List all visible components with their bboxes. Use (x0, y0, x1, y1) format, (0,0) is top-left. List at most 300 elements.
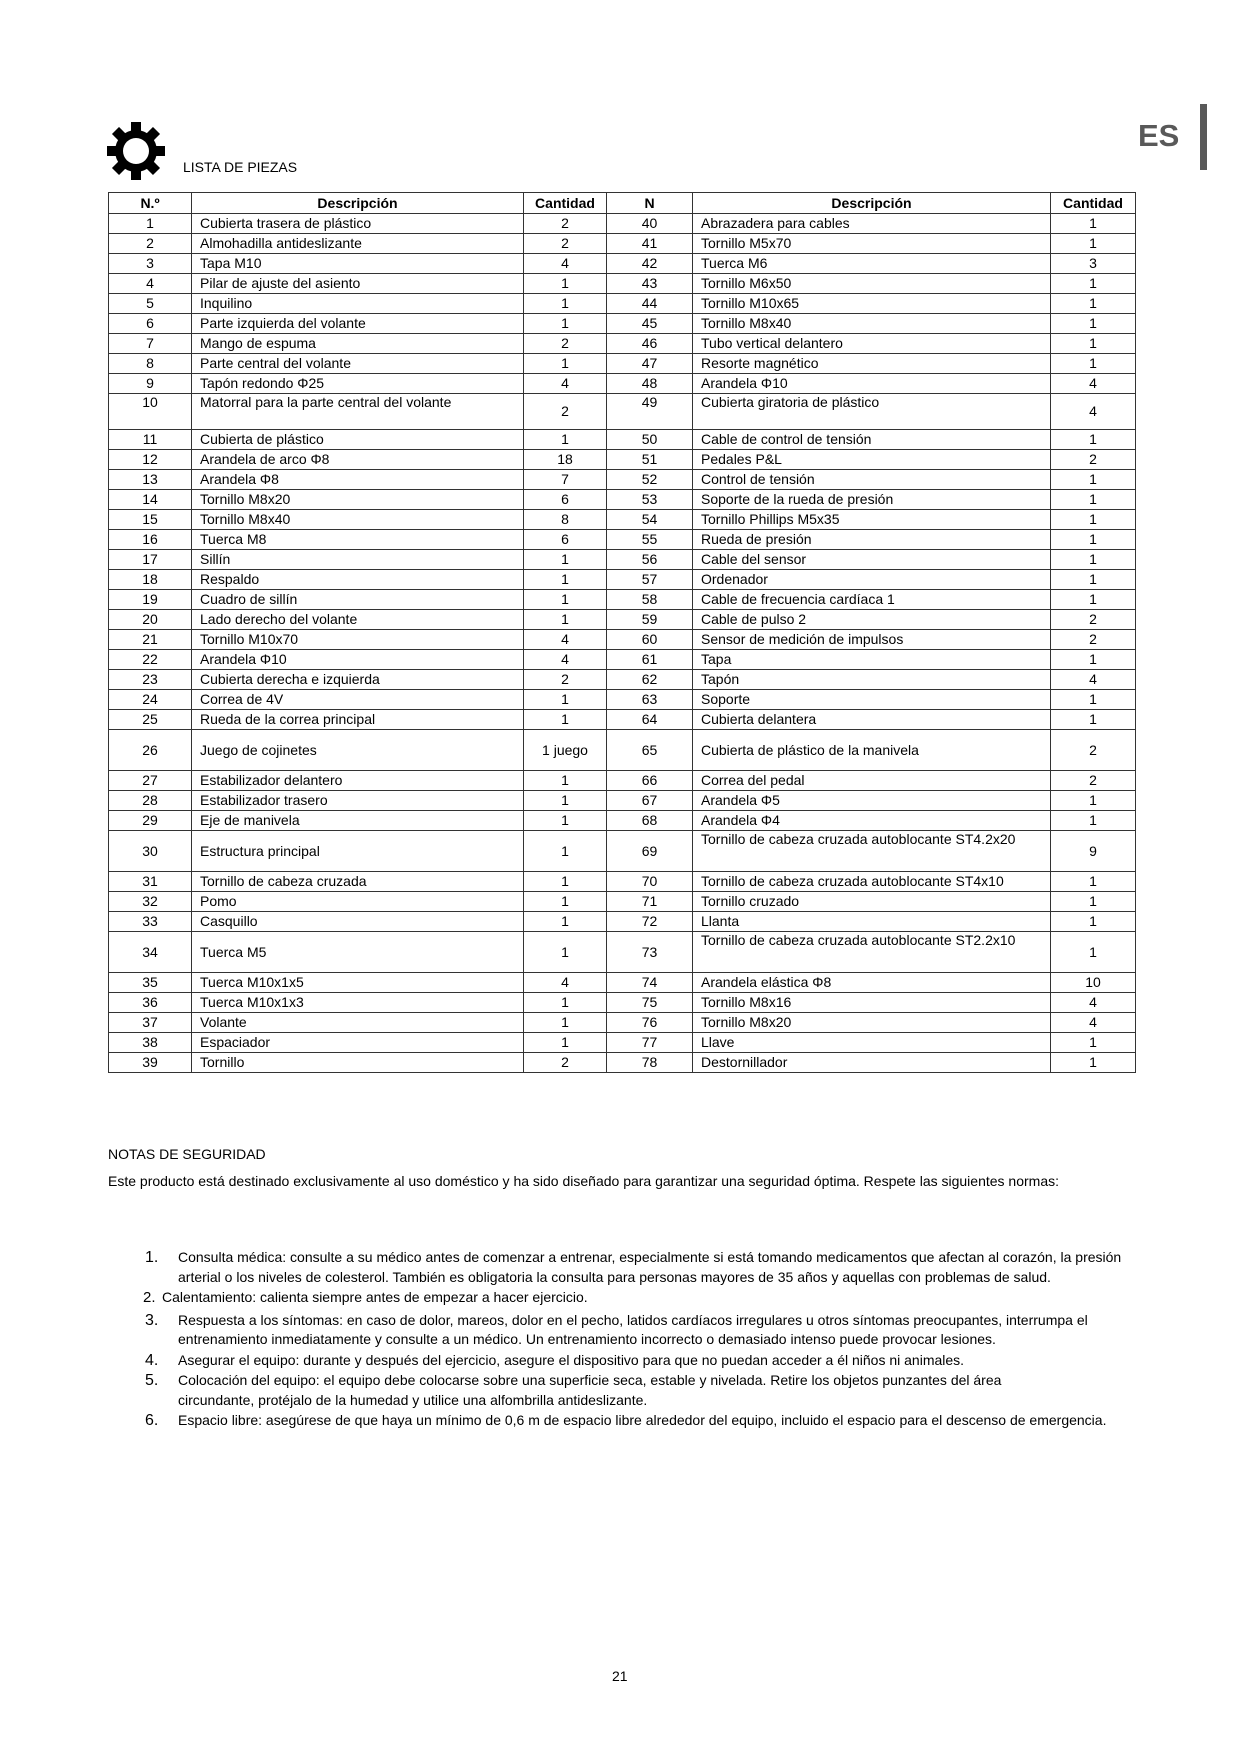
part-number: 68 (607, 811, 693, 831)
part-description: Sillín (192, 550, 524, 570)
part-number: 7 (109, 334, 192, 354)
part-quantity: 4 (524, 254, 607, 274)
table-row (109, 374, 1136, 394)
part-number: 17 (109, 550, 192, 570)
part-quantity: 1 (524, 610, 607, 630)
language-tag: ES (1138, 118, 1180, 153)
table-row (109, 334, 1136, 354)
part-quantity: 1 (1051, 490, 1136, 510)
part-description: Tapa M10 (192, 254, 524, 274)
part-quantity: 2 (524, 394, 607, 430)
part-number: 47 (607, 354, 693, 374)
part-number: 53 (607, 490, 693, 510)
part-quantity: 4 (524, 973, 607, 993)
part-number: 72 (607, 912, 693, 932)
part-quantity: 1 (1051, 334, 1136, 354)
table-row (109, 490, 1136, 510)
part-description: Llanta (693, 912, 1051, 932)
part-number: 26 (109, 730, 192, 771)
part-number: 42 (607, 254, 693, 274)
part-description: Cable del sensor (693, 550, 1051, 570)
column-header: Cantidad (524, 193, 607, 214)
part-number: 75 (607, 993, 693, 1013)
table-row (109, 791, 1136, 811)
part-number: 73 (607, 932, 693, 973)
part-quantity: 1 juego (524, 730, 607, 771)
table-row (109, 932, 1136, 973)
part-description: Cubierta de plástico (192, 430, 524, 450)
part-number: 67 (607, 791, 693, 811)
part-description: Tuerca M6 (693, 254, 1051, 274)
part-quantity: 2 (524, 214, 607, 234)
list-item (0, 1411, 1138, 1431)
part-description: Correa del pedal (693, 771, 1051, 791)
part-description: Resorte magnético (693, 354, 1051, 374)
part-quantity: 1 (1051, 791, 1136, 811)
part-quantity: 1 (1051, 430, 1136, 450)
part-number: 69 (607, 831, 693, 872)
part-number: 37 (109, 1013, 192, 1033)
part-number: 4 (109, 274, 192, 294)
parts-table-body (109, 214, 1136, 1073)
column-header: Cantidad (1051, 193, 1136, 214)
part-number: 39 (109, 1053, 192, 1073)
part-quantity: 9 (1051, 831, 1136, 872)
part-quantity: 1 (1051, 811, 1136, 831)
part-number: 28 (109, 791, 192, 811)
table-row (109, 973, 1136, 993)
part-description: Tornillo de cabeza cruzada (192, 872, 524, 892)
part-quantity: 1 (524, 354, 607, 374)
part-description: Volante (192, 1013, 524, 1033)
part-quantity: 1 (524, 314, 607, 334)
table-row (109, 294, 1136, 314)
table-header-row (109, 193, 1136, 214)
table-row (109, 630, 1136, 650)
table-row (109, 831, 1136, 872)
table-row (109, 234, 1136, 254)
table-row (109, 993, 1136, 1013)
part-number: 56 (607, 550, 693, 570)
part-quantity: 1 (1051, 530, 1136, 550)
table-row (109, 254, 1136, 274)
part-quantity: 4 (1051, 993, 1136, 1013)
part-description: Tornillo cruzado (693, 892, 1051, 912)
part-description: Correa de 4V (192, 690, 524, 710)
part-number: 66 (607, 771, 693, 791)
page-number: 21 (612, 1668, 628, 1684)
part-description: Tornillo M8x16 (693, 993, 1051, 1013)
part-number: 78 (607, 1053, 693, 1073)
table-row (109, 710, 1136, 730)
gear-icon (106, 121, 166, 181)
part-description: Arandela Φ10 (693, 374, 1051, 394)
part-description: Tuerca M10x1x3 (192, 993, 524, 1013)
part-number: 64 (607, 710, 693, 730)
part-number: 65 (607, 730, 693, 771)
table-row (109, 892, 1136, 912)
part-number: 27 (109, 771, 192, 791)
part-description: Cable de control de tensión (693, 430, 1051, 450)
table-row (109, 590, 1136, 610)
part-number: 31 (109, 872, 192, 892)
part-description: Tapón redondo Φ25 (192, 374, 524, 394)
part-number: 44 (607, 294, 693, 314)
list-item (0, 1351, 1138, 1371)
part-quantity: 6 (524, 530, 607, 550)
part-quantity: 2 (1051, 630, 1136, 650)
part-quantity: 1 (524, 932, 607, 973)
part-quantity: 1 (524, 590, 607, 610)
part-number: 55 (607, 530, 693, 550)
part-description: Espaciador (192, 1033, 524, 1053)
part-number: 74 (607, 973, 693, 993)
table-row (109, 314, 1136, 334)
part-number: 52 (607, 470, 693, 490)
part-quantity: 1 (1051, 650, 1136, 670)
part-description: Tornillo M8x20 (192, 490, 524, 510)
part-quantity: 1 (1051, 294, 1136, 314)
part-quantity: 2 (1051, 450, 1136, 470)
part-number: 50 (607, 430, 693, 450)
part-quantity: 1 (524, 831, 607, 872)
list-item-text: Asegurar el equipo: durante y después del ejercicio, asegure el dispositivo para que no puedan acceder a él niños ni animales. (178, 1351, 965, 1368)
part-description: Tornillo de cabeza cruzada autoblocante ST4x10 (693, 872, 1051, 892)
part-quantity: 2 (524, 334, 607, 354)
part-quantity: 1 (1051, 314, 1136, 334)
part-quantity: 6 (524, 490, 607, 510)
part-number: 29 (109, 811, 192, 831)
part-description: Tornillo M6x50 (693, 274, 1051, 294)
part-number: 60 (607, 630, 693, 650)
safety-rules-list (0, 1248, 1138, 1432)
part-description: Soporte (693, 690, 1051, 710)
part-number: 70 (607, 872, 693, 892)
table-row (109, 1053, 1136, 1073)
list-item (0, 1371, 1138, 1410)
part-description: Pedales P&L (693, 450, 1051, 470)
table-row (109, 510, 1136, 530)
part-number: 71 (607, 892, 693, 912)
part-quantity: 1 (1051, 710, 1136, 730)
part-description: Tornillo M5x70 (693, 234, 1051, 254)
part-quantity: 1 (524, 274, 607, 294)
part-quantity: 1 (1051, 1053, 1136, 1073)
part-description: Arandela elástica Φ8 (693, 973, 1051, 993)
part-quantity: 1 (524, 993, 607, 1013)
part-number: 13 (109, 470, 192, 490)
part-description: Estabilizador delantero (192, 771, 524, 791)
part-quantity: 1 (524, 1013, 607, 1033)
part-number: 2 (109, 234, 192, 254)
table-row (109, 771, 1136, 791)
part-quantity: 1 (1051, 214, 1136, 234)
part-description: Abrazadera para cables (693, 214, 1051, 234)
part-quantity: 4 (1051, 394, 1136, 430)
part-number: 23 (109, 670, 192, 690)
part-quantity: 1 (524, 294, 607, 314)
part-description: Tuerca M8 (192, 530, 524, 550)
part-quantity: 4 (524, 630, 607, 650)
part-quantity: 2 (524, 234, 607, 254)
part-quantity: 4 (524, 374, 607, 394)
part-number: 43 (607, 274, 693, 294)
part-quantity: 1 (1051, 510, 1136, 530)
part-number: 61 (607, 650, 693, 670)
part-quantity: 4 (1051, 374, 1136, 394)
part-quantity: 8 (524, 510, 607, 530)
part-description: Inquilino (192, 294, 524, 314)
part-number: 22 (109, 650, 192, 670)
part-number: 34 (109, 932, 192, 973)
part-quantity: 2 (1051, 730, 1136, 771)
part-description: Arandela Φ5 (693, 791, 1051, 811)
part-number: 58 (607, 590, 693, 610)
part-number: 76 (607, 1013, 693, 1033)
part-description: Tubo vertical delantero (693, 334, 1051, 354)
part-description: Matorral para la parte central del volante (192, 394, 524, 430)
part-description: Cable de frecuencia cardíaca 1 (693, 590, 1051, 610)
part-description: Cable de pulso 2 (693, 610, 1051, 630)
part-quantity: 1 (1051, 590, 1136, 610)
part-quantity: 1 (1051, 570, 1136, 590)
part-description: Tornillo (192, 1053, 524, 1073)
part-quantity: 1 (1051, 550, 1136, 570)
column-header: Descripción (192, 193, 524, 214)
table-row (109, 354, 1136, 374)
part-quantity: 1 (524, 872, 607, 892)
part-description: Tornillo M10x70 (192, 630, 524, 650)
part-quantity: 1 (1051, 274, 1136, 294)
part-description: Tornillo M8x40 (693, 314, 1051, 334)
part-description: Control de tensión (693, 470, 1051, 490)
part-description: Parte central del volante (192, 354, 524, 374)
list-item (0, 1288, 1138, 1308)
part-description: Cubierta derecha e izquierda (192, 670, 524, 690)
part-description: Tornillo M8x40 (192, 510, 524, 530)
part-description: Juego de cojinetes (192, 730, 524, 771)
list-item-text: Colocación del equipo: el equipo debe colocarse sobre una superficie seca, estable y nivelada. Retire los objetos punzantes del área circundante, protéjalo de la humedad y utilice una alfombrilla antideslizante. (178, 1372, 1002, 1408)
part-number: 30 (109, 831, 192, 872)
part-description: Respaldo (192, 570, 524, 590)
part-number: 18 (109, 570, 192, 590)
safety-notes-intro: Este producto está destinado exclusivamente al uso doméstico y ha sido diseñado para garantizar una seguridad óptima. Respete las siguientes normas: (108, 1173, 1060, 1189)
safety-notes-title: NOTAS DE SEGURIDAD (108, 1146, 266, 1162)
part-description: Cubierta de plástico de la manivela (693, 730, 1051, 771)
part-description: Tuerca M5 (192, 932, 524, 973)
part-quantity: 18 (524, 450, 607, 470)
list-item-number: 6. (145, 1412, 159, 1429)
language-bar (1200, 104, 1207, 170)
part-quantity: 1 (1051, 1033, 1136, 1053)
part-number: 6 (109, 314, 192, 334)
part-description: Soporte de la rueda de presión (693, 490, 1051, 510)
part-description: Tornillo Phillips M5x35 (693, 510, 1051, 530)
part-quantity: 4 (1051, 670, 1136, 690)
part-description: Tapón (693, 670, 1051, 690)
part-description: Pomo (192, 892, 524, 912)
part-number: 62 (607, 670, 693, 690)
part-quantity: 1 (1051, 354, 1136, 374)
column-header: N.º (109, 193, 192, 214)
table-row (109, 690, 1136, 710)
part-quantity: 1 (1051, 690, 1136, 710)
part-quantity: 1 (1051, 892, 1136, 912)
part-number: 38 (109, 1033, 192, 1053)
part-quantity: 1 (524, 710, 607, 730)
table-row (109, 214, 1136, 234)
part-number: 36 (109, 993, 192, 1013)
part-quantity: 1 (1051, 932, 1136, 973)
column-header: Descripción (693, 193, 1051, 214)
part-quantity: 2 (524, 1053, 607, 1073)
part-description: Arandela Φ8 (192, 470, 524, 490)
part-description: Tornillo M10x65 (693, 294, 1051, 314)
part-description: Rueda de la correa principal (192, 710, 524, 730)
part-quantity: 7 (524, 470, 607, 490)
part-description: Almohadilla antideslizante (192, 234, 524, 254)
list-item-number: 4. (145, 1351, 159, 1369)
table-row (109, 274, 1136, 294)
list-item (0, 1248, 1138, 1287)
part-description: Arandela Φ10 (192, 650, 524, 670)
part-number: 25 (109, 710, 192, 730)
list-item-text: Respuesta a los síntomas: en caso de dolor, mareos, dolor en el pecho, latidos cardíacos irregulares u otros síntomas preocupantes, interrumpa el entrenamiento inmediatamente y consulte a un médico. Un entrenamiento incorrecto o demasiado intenso puede provocar lesiones. (178, 1311, 1088, 1347)
table-row (109, 670, 1136, 690)
list-item-text: Espacio libre: asegúrese de que haya un mínimo de 0,6 m de espacio libre alrededor del equipo, incluido el espacio para el descenso de emergencia. (178, 1412, 1107, 1428)
list-item-text: Consulta médica: consulte a su médico antes de comenzar a entrenar, especialmente si está tomando medicamentos que afectan al corazón, la presión arterial o los niveles de colesterol. También es obligatoria la consulta para personas mayores de 35 años y aquellas con problemas de salud. (178, 1249, 1122, 1285)
list-item-number: 3. (145, 1311, 159, 1329)
part-quantity: 4 (524, 650, 607, 670)
part-number: 21 (109, 630, 192, 650)
part-description: Cubierta giratoria de plástico (693, 394, 1051, 430)
part-quantity: 1 (1051, 912, 1136, 932)
part-number: 35 (109, 973, 192, 993)
list-item-number: 2. (143, 1289, 156, 1306)
table-row (109, 912, 1136, 932)
table-row (109, 730, 1136, 771)
part-number: 51 (607, 450, 693, 470)
part-number: 40 (607, 214, 693, 234)
part-number: 33 (109, 912, 192, 932)
part-description: Estructura principal (192, 831, 524, 872)
table-row (109, 650, 1136, 670)
part-quantity: 1 (1051, 470, 1136, 490)
part-quantity: 2 (1051, 771, 1136, 791)
part-number: 46 (607, 334, 693, 354)
part-quantity: 1 (1051, 234, 1136, 254)
part-quantity: 1 (524, 690, 607, 710)
part-quantity: 2 (1051, 610, 1136, 630)
part-description: Llave (693, 1033, 1051, 1053)
part-description: Lado derecho del volante (192, 610, 524, 630)
table-row (109, 450, 1136, 470)
part-quantity: 1 (1051, 872, 1136, 892)
part-description: Estabilizador trasero (192, 791, 524, 811)
part-number: 57 (607, 570, 693, 590)
list-item-number: 1. (145, 1249, 159, 1266)
part-description: Rueda de presión (693, 530, 1051, 550)
part-number: 45 (607, 314, 693, 334)
part-number: 5 (109, 294, 192, 314)
part-description: Eje de manivela (192, 811, 524, 831)
part-number: 41 (607, 234, 693, 254)
part-description: Destornillador (693, 1053, 1051, 1073)
table-row (109, 530, 1136, 550)
table-row (109, 430, 1136, 450)
part-description: Tapa (693, 650, 1051, 670)
list-item-number: 5. (145, 1372, 159, 1389)
part-description: Arandela de arco Φ8 (192, 450, 524, 470)
part-description: Tornillo de cabeza cruzada autoblocante ST4.2x20 (693, 831, 1051, 872)
part-description: Cubierta trasera de plástico (192, 214, 524, 234)
part-number: 16 (109, 530, 192, 550)
table-row (109, 610, 1136, 630)
table-row (109, 470, 1136, 490)
part-description: Tornillo M8x20 (693, 1013, 1051, 1033)
part-number: 20 (109, 610, 192, 630)
table-row (109, 394, 1136, 430)
part-number: 77 (607, 1033, 693, 1053)
part-description: Ordenador (693, 570, 1051, 590)
part-number: 49 (607, 394, 693, 430)
part-description: Pilar de ajuste del asiento (192, 274, 524, 294)
part-number: 10 (109, 394, 192, 430)
part-number: 59 (607, 610, 693, 630)
part-number: 9 (109, 374, 192, 394)
table-row (109, 811, 1136, 831)
part-description: Cuadro de sillín (192, 590, 524, 610)
part-number: 24 (109, 690, 192, 710)
part-quantity: 1 (524, 811, 607, 831)
list-item-text: Calentamiento: calienta siempre antes de empezar a hacer ejercicio. (162, 1289, 588, 1305)
table-row (109, 1013, 1136, 1033)
table-row (109, 872, 1136, 892)
part-number: 63 (607, 690, 693, 710)
part-number: 8 (109, 354, 192, 374)
part-quantity: 3 (1051, 254, 1136, 274)
part-quantity: 4 (1051, 1013, 1136, 1033)
part-quantity: 1 (524, 570, 607, 590)
table-row (109, 570, 1136, 590)
table-row (109, 1033, 1136, 1053)
part-quantity: 10 (1051, 973, 1136, 993)
part-quantity: 1 (524, 912, 607, 932)
parts-table (108, 192, 1136, 1073)
part-description: Tuerca M10x1x5 (192, 973, 524, 993)
part-description: Parte izquierda del volante (192, 314, 524, 334)
part-quantity: 1 (524, 791, 607, 811)
part-quantity: 2 (524, 670, 607, 690)
part-description: Cubierta delantera (693, 710, 1051, 730)
column-header: N (607, 193, 693, 214)
part-number: 1 (109, 214, 192, 234)
part-quantity: 1 (524, 771, 607, 791)
part-number: 15 (109, 510, 192, 530)
part-quantity: 1 (524, 550, 607, 570)
part-description: Casquillo (192, 912, 524, 932)
table-row (109, 550, 1136, 570)
section-title: LISTA DE PIEZAS (183, 159, 298, 175)
part-number: 48 (607, 374, 693, 394)
part-description: Sensor de medición de impulsos (693, 630, 1051, 650)
part-quantity: 1 (524, 892, 607, 912)
part-number: 14 (109, 490, 192, 510)
part-number: 12 (109, 450, 192, 470)
part-number: 19 (109, 590, 192, 610)
part-number: 3 (109, 254, 192, 274)
part-number: 54 (607, 510, 693, 530)
